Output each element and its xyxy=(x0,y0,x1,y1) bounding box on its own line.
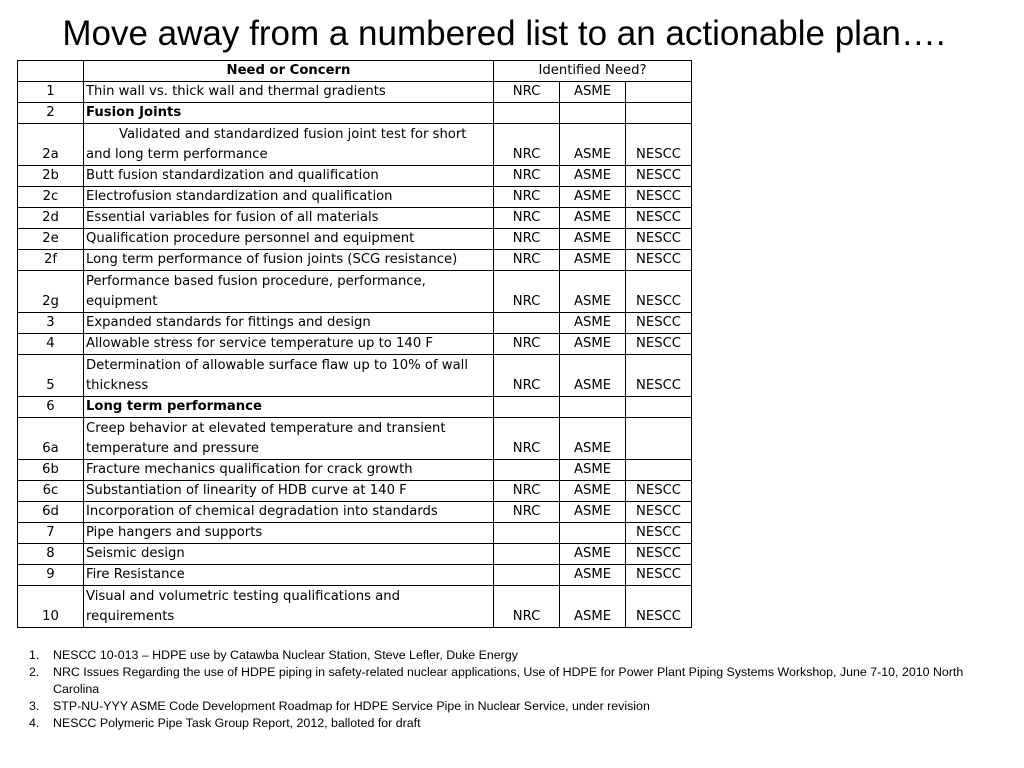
row-nescc xyxy=(626,82,692,103)
row-nrc xyxy=(494,544,560,565)
row-need-or-concern: Fire Resistance xyxy=(84,565,494,586)
row-nrc: NRC xyxy=(494,166,560,187)
row-need-or-concern: Electrofusion standardization and qualification xyxy=(84,187,494,208)
row-number: 2e xyxy=(18,229,84,250)
reference-number: 2. xyxy=(29,665,40,679)
row-nrc xyxy=(494,103,560,124)
row-need-or-concern: Validated and standardized fusion joint test for short and long term performance xyxy=(84,124,494,166)
row-nescc: NESCC xyxy=(626,166,692,187)
row-nescc xyxy=(626,397,692,418)
row-nrc: NRC xyxy=(494,502,560,523)
row-need-or-concern: Determination of allowable surface flaw up to 10% of wall thickness xyxy=(84,355,494,397)
header-row xyxy=(18,61,692,82)
row-number: 2d xyxy=(18,208,84,229)
reference-item xyxy=(29,698,1004,715)
row-nrc xyxy=(494,313,560,334)
table-row xyxy=(18,544,692,565)
slide-title: Move away from a numbered list to an actionable plan…. xyxy=(62,14,946,53)
needs-table xyxy=(17,60,692,628)
row-number: 9 xyxy=(18,565,84,586)
row-need-or-concern: Thin wall vs. thick wall and thermal gradients xyxy=(84,82,494,103)
row-nescc: NESCC xyxy=(626,586,692,628)
row-number: 6 xyxy=(18,397,84,418)
table-row xyxy=(18,124,692,166)
reference-text: NRC Issues Regarding the use of HDPE piping in safety-related nuclear applications, Use of HDPE for Power Plant Piping Systems Workshop, June 7-10, 2010 North Carolina xyxy=(53,665,964,696)
row-nrc xyxy=(494,460,560,481)
row-nescc: NESCC xyxy=(626,502,692,523)
row-nrc: NRC xyxy=(494,271,560,313)
row-nrc: NRC xyxy=(494,334,560,355)
row-nrc: NRC xyxy=(494,418,560,460)
row-nescc: NESCC xyxy=(626,250,692,271)
row-nrc: NRC xyxy=(494,82,560,103)
row-number: 6b xyxy=(18,460,84,481)
row-nescc: NESCC xyxy=(626,229,692,250)
row-number: 6c xyxy=(18,481,84,502)
row-nescc: NESCC xyxy=(626,313,692,334)
row-asme: ASME xyxy=(560,460,626,481)
table-row xyxy=(18,502,692,523)
reference-item xyxy=(29,715,1004,732)
row-nescc: NESCC xyxy=(626,208,692,229)
row-asme: ASME xyxy=(560,355,626,397)
row-asme: ASME xyxy=(560,313,626,334)
row-asme: ASME xyxy=(560,124,626,166)
row-number: 2c xyxy=(18,187,84,208)
row-need-or-concern: Visual and volumetric testing qualifications and requirements xyxy=(84,586,494,628)
row-number: 2f xyxy=(18,250,84,271)
needs-table-body xyxy=(18,61,692,628)
reference-item xyxy=(29,647,1004,664)
row-need-or-concern: Performance based fusion procedure, performance, equipment xyxy=(84,271,494,313)
reference-text: NESCC Polymeric Pipe Task Group Report, 2012, balloted for draft xyxy=(53,716,421,730)
row-nrc xyxy=(494,565,560,586)
row-need-or-concern: Qualification procedure personnel and equipment xyxy=(84,229,494,250)
row-number: 6a xyxy=(18,418,84,460)
row-nescc: NESCC xyxy=(626,544,692,565)
table-row xyxy=(18,397,692,418)
row-asme: ASME xyxy=(560,166,626,187)
reference-item xyxy=(29,664,1004,698)
reference-number: 4. xyxy=(29,716,40,730)
row-number: 10 xyxy=(18,586,84,628)
row-need-or-concern: Long term performance xyxy=(84,397,494,418)
row-asme: ASME xyxy=(560,334,626,355)
row-need-or-concern: Fracture mechanics qualification for crack growth xyxy=(84,460,494,481)
row-need-or-concern: Pipe hangers and supports xyxy=(84,523,494,544)
row-need-or-concern: Creep behavior at elevated temperature and transient temperature and pressure xyxy=(84,418,494,460)
table-row xyxy=(18,103,692,124)
row-number: 2g xyxy=(18,271,84,313)
row-need-or-concern: Long term performance of fusion joints (SCG resistance) xyxy=(84,250,494,271)
row-asme xyxy=(560,523,626,544)
header-identified-need: Identified Need? xyxy=(494,61,692,82)
table-row xyxy=(18,208,692,229)
table-row xyxy=(18,586,692,628)
table-row xyxy=(18,187,692,208)
reference-text: STP-NU-YYY ASME Code Development Roadmap for HDPE Service Pipe in Nuclear Service, under revision xyxy=(53,699,650,713)
row-nescc: NESCC xyxy=(626,271,692,313)
reference-text: NESCC 10-013 – HDPE use by Catawba Nuclear Station, Steve Lefler, Duke Energy xyxy=(53,648,518,662)
row-nrc xyxy=(494,397,560,418)
row-asme: ASME xyxy=(560,208,626,229)
table-row xyxy=(18,418,692,460)
row-need-or-concern: Expanded standards for fittings and design xyxy=(84,313,494,334)
row-asme xyxy=(560,397,626,418)
row-number: 2 xyxy=(18,103,84,124)
row-need-or-concern: Allowable stress for service temperature up to 140 F xyxy=(84,334,494,355)
row-number: 2b xyxy=(18,166,84,187)
header-number-cell xyxy=(18,61,84,82)
row-need-or-concern: Substantiation of linearity of HDB curve at 140 F xyxy=(84,481,494,502)
table-row xyxy=(18,565,692,586)
row-number: 1 xyxy=(18,82,84,103)
row-nrc: NRC xyxy=(494,250,560,271)
row-nescc xyxy=(626,103,692,124)
row-nrc: NRC xyxy=(494,481,560,502)
row-number: 3 xyxy=(18,313,84,334)
row-asme xyxy=(560,103,626,124)
row-nrc: NRC xyxy=(494,187,560,208)
row-asme: ASME xyxy=(560,187,626,208)
row-number: 6d xyxy=(18,502,84,523)
row-asme: ASME xyxy=(560,502,626,523)
row-nrc: NRC xyxy=(494,124,560,166)
row-number: 8 xyxy=(18,544,84,565)
row-need-or-concern: Fusion Joints xyxy=(84,103,494,124)
table-row xyxy=(18,523,692,544)
references-list xyxy=(29,647,1004,732)
row-nescc: NESCC xyxy=(626,124,692,166)
row-nescc: NESCC xyxy=(626,355,692,397)
row-need-or-concern: Seismic design xyxy=(84,544,494,565)
row-number: 2a xyxy=(18,124,84,166)
row-asme: ASME xyxy=(560,544,626,565)
row-nrc: NRC xyxy=(494,355,560,397)
row-nescc: NESCC xyxy=(626,523,692,544)
row-nescc xyxy=(626,460,692,481)
row-asme: ASME xyxy=(560,271,626,313)
row-need-or-concern: Butt fusion standardization and qualification xyxy=(84,166,494,187)
row-number: 7 xyxy=(18,523,84,544)
reference-number: 3. xyxy=(29,699,40,713)
table-row xyxy=(18,460,692,481)
row-nescc: NESCC xyxy=(626,481,692,502)
row-nescc: NESCC xyxy=(626,334,692,355)
table-row xyxy=(18,313,692,334)
row-asme: ASME xyxy=(560,250,626,271)
row-number: 5 xyxy=(18,355,84,397)
row-nescc xyxy=(626,418,692,460)
header-need-or-concern: Need or Concern xyxy=(84,61,494,82)
row-asme: ASME xyxy=(560,229,626,250)
table-row xyxy=(18,166,692,187)
row-nescc: NESCC xyxy=(626,187,692,208)
table-row xyxy=(18,481,692,502)
table-row xyxy=(18,334,692,355)
row-asme: ASME xyxy=(560,481,626,502)
row-need-or-concern: Incorporation of chemical degradation into standards xyxy=(84,502,494,523)
table-row xyxy=(18,355,692,397)
row-nrc: NRC xyxy=(494,586,560,628)
row-number: 4 xyxy=(18,334,84,355)
row-asme: ASME xyxy=(560,565,626,586)
row-asme: ASME xyxy=(560,418,626,460)
reference-number: 1. xyxy=(29,648,40,662)
table-row xyxy=(18,229,692,250)
row-nrc: NRC xyxy=(494,229,560,250)
row-nrc xyxy=(494,523,560,544)
row-nrc: NRC xyxy=(494,208,560,229)
row-asme: ASME xyxy=(560,586,626,628)
table-row xyxy=(18,271,692,313)
row-nescc: NESCC xyxy=(626,565,692,586)
row-asme: ASME xyxy=(560,82,626,103)
table-row xyxy=(18,250,692,271)
table-row xyxy=(18,82,692,103)
row-need-or-concern: Essential variables for fusion of all materials xyxy=(84,208,494,229)
